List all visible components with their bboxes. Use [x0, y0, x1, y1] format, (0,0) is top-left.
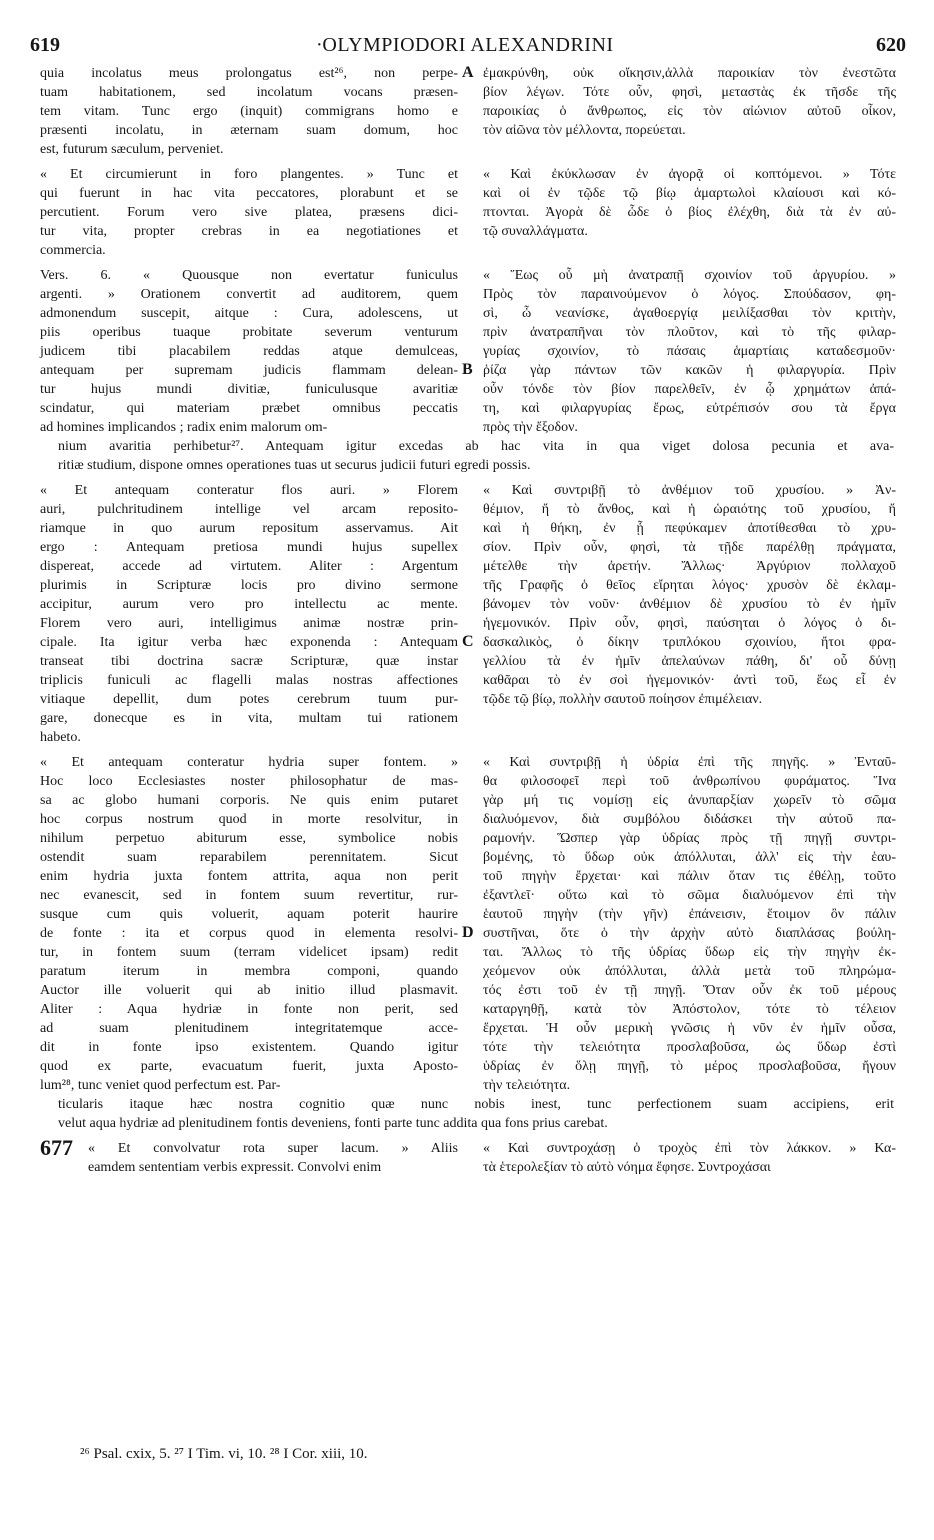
left-text-line: enim hydria juxta fontem attrita, aqua non perit — [40, 869, 458, 884]
left-text-line: Aliter : Aqua hydriæ in fonte non perit, sed — [40, 1002, 458, 1017]
greek-column — [483, 753, 896, 1095]
left-text-line: habeto. — [40, 730, 81, 745]
left-text-line: argenti. » Orationem convertit ad auditorem, quem — [40, 287, 458, 302]
right-text-line: καταργηθῇ, κατὰ τὸν Ἀπόστολον, τότε τὸ τέλειον — [483, 1002, 896, 1017]
left-text-line: Florem vero auri, intelligimus animæ nostræ prin- — [40, 616, 458, 631]
paragraph-block — [0, 1135, 934, 1183]
left-text-line: commercia. — [40, 243, 106, 258]
right-text-line: καὶ οἱ ἐν τῷδε τῷ βίῳ ἁμαρτωλοὶ κλαίουσι καὶ κό- — [483, 186, 896, 201]
right-text-line: ἐμακρύνθη, οὐκ οἴκησιν,ἀλλὰ παροικίαν τὸν ἐνεστῶτα — [483, 66, 896, 81]
left-text-line: tur hujus mundi divitiæ, funiculusque avaritiæ — [40, 382, 458, 397]
right-text-line: ραμονήν. Ὥσπερ γὰρ ὑδρίας πρὸς τῇ πηγῇ συντρι- — [483, 831, 896, 846]
left-text-line: Auctor ille voluerit qui ab initio illud plasmavit. — [40, 983, 458, 998]
right-text-line: ὑδρίας ἐν ὅλῃ πηγῇ, τὸ μέρος προσλαβοῦσα, ἤγουν — [483, 1059, 896, 1074]
right-text-line: πρὸς τὴν ἔξοδον. — [483, 420, 578, 435]
left-text-line: qui fuerunt in hac vita peccatores, plorabunt et se — [40, 186, 458, 201]
right-text-line: « Καὶ ἐκύκλωσαν ἐν ἀγορᾷ οἱ κοπτόμενοι. » Τότε — [483, 167, 896, 182]
left-text-line: auri, pulchritudinem intellige vel arcam reposito- — [40, 502, 458, 517]
margin-marker: D — [462, 924, 474, 941]
left-text-line: scindatur, qui materiam præbet omnibus peccatis — [40, 401, 458, 416]
left-text-line: paratum iterum in membra componi, quando — [40, 964, 458, 979]
left-text-line: gare, donecque es in vita, multam tui rationem — [40, 711, 458, 726]
left-text-line: riamque in quo aurum repositum asservamus. Ait — [40, 521, 458, 536]
left-text-line: susque cum quis voluerit, aquam poterit haurire — [40, 907, 458, 922]
footnotes: ²⁶ Psal. cxix, 5. ²⁷ I Tim. vi, 10. ²⁸ I Cor. xiii, 10. — [80, 1446, 368, 1462]
left-text-line: lum²⁸, tunc veniet quod perfectum est. Par- — [40, 1078, 281, 1093]
right-text-line: Πρὸς τὸν παραινούμενον ὁ λόγος. Σπούδασον, φη- — [483, 287, 896, 302]
margin-marker: B — [462, 361, 473, 378]
left-text-line: vitiaque depellit, dum potes cerebrum tuum pur- — [40, 692, 458, 707]
left-text-line: dispereat, accede ad virtutem. Aliter : Argentum — [40, 559, 458, 574]
right-text-line: σίον. Πρὶν οὖν, φησὶ, τὰ τῇδε παρέλθῃ πράγματα, — [483, 540, 896, 555]
full-width-latin — [58, 1095, 894, 1133]
left-text-line: eamdem sententiam verbis expressit. Convolvi enim — [88, 1160, 382, 1175]
left-text-line: tur, in fontem suum (terram videlicet ipsam) redit — [40, 945, 458, 960]
left-text-line: nihilum perpetuo abiturum esse, symbolice nobis — [40, 831, 458, 846]
full-text-line: ticularis itaque hæc nostra cognitio quæ nunc nobis inest, tunc perfectionem suam accipiens, erit — [58, 1097, 894, 1112]
left-text-line: « Et circumierunt in foro plangentes. » Tunc et — [40, 167, 458, 182]
page-number-left: 619 — [30, 34, 60, 56]
left-text-line: judicem tibi placabilem reddas atque demulceas, — [40, 344, 458, 359]
left-text-line: ergo : Antequam pretiosa mundi hujus supellex — [40, 540, 458, 555]
two-column-text — [0, 64, 934, 1183]
greek-column — [483, 165, 896, 241]
right-text-line: βάνομεν τὸν νοῦν· ἀνθέμιον δὲ χρυσίου τὸ ἐν ἡμῖν — [483, 597, 896, 612]
running-header — [30, 34, 906, 60]
right-text-line: δασκαλικὸς, ὁ δίκην τριπλόκου σχοινίου, ἤτοι φρα- — [483, 635, 896, 650]
right-text-line: « Καὶ συντροχάσῃ ὁ τροχὸς ἐπὶ τὸν λάκκον. » Κα- — [483, 1141, 896, 1156]
right-text-line: ἔρχεται. Ἡ οὖν μερικὴ γνῶσις ἡ νῦν ἐν ἡμῖν οὖσα, — [483, 1021, 896, 1036]
right-text-line: συστῆναι, ὅτε ὁ τὴν ἀρχὴν αὐτὸ διαπλάσας βούλη- — [483, 926, 896, 941]
left-text-line: quia incolatus meus prolongatus est²⁶, non perpe- — [40, 66, 458, 81]
left-text-line: ad suam plenitudinem integritatemque acce- — [40, 1021, 458, 1036]
right-text-line: γυρίας σχοινίον, τὸ πάσαις ἁμαρτίαις καταδεσμοῦν· — [483, 344, 896, 359]
left-text-line: Hoc loco Ecclesiastes noster philosophatur de mas- — [40, 774, 458, 789]
margin-marker: A — [462, 64, 474, 81]
right-text-line: « Καὶ συντριβῇ τὸ ἀνθέμιον τοῦ χρυσίου. » Ἀν- — [483, 483, 896, 498]
left-text-line: dit in fonte ipso existentem. Quando igitur — [40, 1040, 458, 1055]
left-text-line: præsenti incolatu, in æternam suam domum, hoc — [40, 123, 458, 138]
right-text-line: διαλυόμενον, διὰ συμβόλου διδάσκει τὴν αὐτοῦ πα- — [483, 812, 896, 827]
left-text-line: transeat tibi doctrina sacræ Scripturæ, quæ instar — [40, 654, 458, 669]
right-text-line: οὖν τόνδε τὸν βίον παρελθεῖν, ἐν ᾧ χρημάτων ἀπά- — [483, 382, 896, 397]
left-text-line: est, futurum sæculum, perveniet. — [40, 142, 224, 157]
right-text-line: ἐξαντλεῖ· οὕτω καὶ τὸ σῶμα διαλυόμενον ἐπὶ τὴν — [483, 888, 896, 903]
right-text-line: ται. Ἄλλως τὸ τῆς ὑδρίας ὕδωρ εἰς τὴν πηγὴν ἐκ- — [483, 945, 896, 960]
right-text-line: τός ἐστι τοῦ ἐν τῇ πηγῇ. Ὅταν οὖν ἐκ τοῦ μέρους — [483, 983, 896, 998]
paragraph-block — [0, 753, 934, 1139]
margin-marker: C — [462, 633, 474, 650]
left-text-line: tuam habitationem, sed incolatum vocans præsen- — [40, 85, 458, 100]
greek-column — [483, 64, 896, 140]
paragraph-block — [0, 266, 934, 481]
left-text-line: de fonte : ita et corpus quod in elementa resolvi- — [40, 926, 458, 941]
left-text-line: Vers. 6. « Quousque non evertatur funiculus — [40, 268, 458, 283]
latin-column — [40, 753, 458, 1095]
left-text-line: antequam per supremam judicis flammam delean- — [40, 363, 458, 378]
right-text-line: τῆς Γραφῆς ὁ θεῖος εἴρηται λόγος· χρυσὸν δὲ ἐκλαμ- — [483, 578, 896, 593]
right-text-line: τῷ συναλλάγματα. — [483, 224, 588, 239]
right-text-line: ἡγεμονικόν. Πρὶν οὖν, φησὶ, παύσηται ὁ λόγος ὁ δι- — [483, 616, 896, 631]
left-text-line: « Et convolvatur rota super lacum. » Aliis — [88, 1141, 458, 1156]
paragraph-block — [0, 481, 934, 753]
right-text-line: βίον λέγων. Τότε οὖν, φησὶ, μεταστὰς ἐκ τῆσδε τῆς — [483, 85, 896, 100]
right-text-line: τότε τὴν τελειότητα προσλαβοῦσα, ὡς ὕδωρ ἐστὶ — [483, 1040, 896, 1055]
right-text-line: σὶ, ὦ νεανίσκε, ἀγαθοεργίᾳ μειλίξασθαι τὸν κριτὴν, — [483, 306, 896, 321]
left-text-line: admonendum suscepit, aitque : Cura, adolescens, ut — [40, 306, 458, 321]
left-text-line: cipale. Ita igitur verba hæc exponenda : Antequam — [40, 635, 458, 650]
right-text-line: « Ἕως οὗ μὴ ἀνατραπῇ σχοινίον τοῦ ἀργυρίου. » — [483, 268, 896, 283]
left-text-line: ostendit suam reparabilem perennitatem. Sicut — [40, 850, 458, 865]
right-text-line: τὰ ἑτερολεξίαν τὸ αὐτὸ νόημα ἔφησε. Συντροχάσαι — [483, 1160, 771, 1175]
left-text-line: tem vitam. Tunc ergo (inquit) commigrans homo e — [40, 104, 458, 119]
latin-column — [40, 266, 458, 437]
right-text-line: ἑαυτοῦ πηγὴν (τὴν γῆν) ἐπάνεισιν, ἕτοιμον ὂν πάλιν — [483, 907, 896, 922]
column-number: 677 — [40, 1135, 73, 1160]
right-text-line: γελλίου τὰ ἐν ἡμῖν ἀπελαύνων πάθη, δι' οὗ δύνῃ — [483, 654, 896, 669]
right-text-line: πρὶν ἀνατραπῆναι τὸν πλοῦτον, καὶ τὸ τῆς φιλαρ- — [483, 325, 896, 340]
right-text-line: τῷδε τῷ βίῳ, πολλὴν σαυτοῦ ποίησον ἐπιμέλειαν. — [483, 692, 763, 707]
left-text-line: « Et antequam conteratur hydria super fontem. » — [40, 755, 458, 770]
right-text-line: πτονται. Ἀγορὰ δὲ ὧδε ὁ βίος ἐλέχθη, διὰ τὰ ἐν αὐ- — [483, 205, 896, 220]
page-title: OLYMPIODORI ALEXANDRINI — [322, 34, 614, 56]
full-text-line: velut aqua hydriæ ad plenitudinem fontis deveniens, fonti parte tunc addita qua fons prius carebat. — [58, 1116, 608, 1131]
full-text-line: nium avaritia perhibetur²⁷. Antequam igitur excedas ab hac vita in qua viget dolosa pecunia et ava- — [58, 439, 894, 454]
right-text-line: χεόμενον οὐκ ἀπόλλυται, ἀλλὰ μετὰ τοῦ πληρώμα- — [483, 964, 896, 979]
right-text-line: θα φιλοσοφεῖ περὶ τοῦ ἀνθρωπίνου φυράματος. Ἵνα — [483, 774, 896, 789]
right-text-line: τη, καὶ φιλαργυρίας ἔρως, εὐτρέπισόν σου τὰ ἔργα — [483, 401, 896, 416]
left-text-line: percutient. Forum vero sive platea, præsens dici- — [40, 205, 458, 220]
greek-column — [483, 266, 896, 437]
right-text-line: μέτελθε τὴν ἀρετήν. Ἄλλως· Ἀργύριον πολλαχοῦ — [483, 559, 896, 574]
latin-column — [40, 64, 458, 159]
right-text-line: παροικίας ὁ ἄνθρωπος, εἰς τὸν αἰώνιον αὐτοῦ οἶκον, — [483, 104, 896, 119]
latin-column — [88, 1139, 458, 1177]
latin-column — [40, 165, 458, 260]
paragraph-block — [0, 165, 934, 266]
right-text-line: βομένης, τὸ ὕδωρ οὐκ ἀπόλλυται, ἀλλ' εἰς τὴν ἑαυ- — [483, 850, 896, 865]
left-text-line: quod ex parte, evacuatum fuerit, juxta Aposto- — [40, 1059, 458, 1074]
left-text-line: piis operibus tuaque probitate severum venturum — [40, 325, 458, 340]
right-text-line: τὸν αἰῶνα τὸν μέλλοντα, πορεύεται. — [483, 123, 686, 138]
right-text-line: καθᾶραι τὸ ἐν σοὶ ἡγεμονικόν· ἀντὶ τοῦ, ἕως εἶ ἐν — [483, 673, 896, 688]
latin-column — [40, 481, 458, 747]
right-text-line: γὰρ μή τις νομίσῃ εἰς ἀνυπαρξίαν χωρεῖν τὸ σῶμα — [483, 793, 896, 808]
left-text-line: « Et antequam conteratur flos auri. » Florem — [40, 483, 458, 498]
header-dot: · — [316, 34, 323, 56]
paragraph-block — [0, 64, 934, 165]
right-text-line: τὴν τελειότητα. — [483, 1078, 571, 1093]
left-text-line: sa ac globo humani corporis. Ne quis enim putaret — [40, 793, 458, 808]
right-text-line: τοῦ πηγὴν ἔρχεται· καὶ πάλιν ὅταν τις ἐθέλῃ, τοῦτο — [483, 869, 896, 884]
full-width-latin — [58, 437, 894, 475]
left-text-line: hoc corpus nostrum quod in morte resolvitur, in — [40, 812, 458, 827]
full-text-line: ritiæ studium, dispone omnes operationes tuas ut securus judicii futuri egredi possis. — [58, 458, 531, 473]
right-text-line: καὶ ἡ θήκη, ἐν ᾗ πεφύκαμεν ἀποτίθεσθαι τὸ χρυ- — [483, 521, 896, 536]
right-text-line: ῥίζα γὰρ πάντων τῶν κακῶν ἡ φιλαργυρία. Πρὶν — [483, 363, 896, 378]
left-text-line: triplicis funiculi ac flagelli malas nostras affectiones — [40, 673, 458, 688]
page-number-right: 620 — [876, 34, 906, 56]
right-text-line: θέμιον, ἤ τὸ ἄνθος, καὶ ἡ ὡραιότης τοῦ χρυσίου, ἤ — [483, 502, 896, 517]
left-text-line: ad homines implicandos ; radix enim malorum om- — [40, 420, 328, 435]
greek-column — [483, 481, 896, 709]
left-text-line: tur vita, propter crebras in ea negotiationes et — [40, 224, 458, 239]
left-text-line: plurimis in Scripturæ locis pro divino sermone — [40, 578, 458, 593]
right-text-line: « Καὶ συντριβῇ ἡ ὑδρία ἐπὶ τῆς πηγῆς. » Ἐνταῦ- — [483, 755, 896, 770]
greek-column — [483, 1139, 896, 1177]
left-text-line: nec evanescit, sed in fontem suum revertitur, rur- — [40, 888, 458, 903]
left-text-line: accipitur, aurum vero pro intellectu ac mente. — [40, 597, 458, 612]
